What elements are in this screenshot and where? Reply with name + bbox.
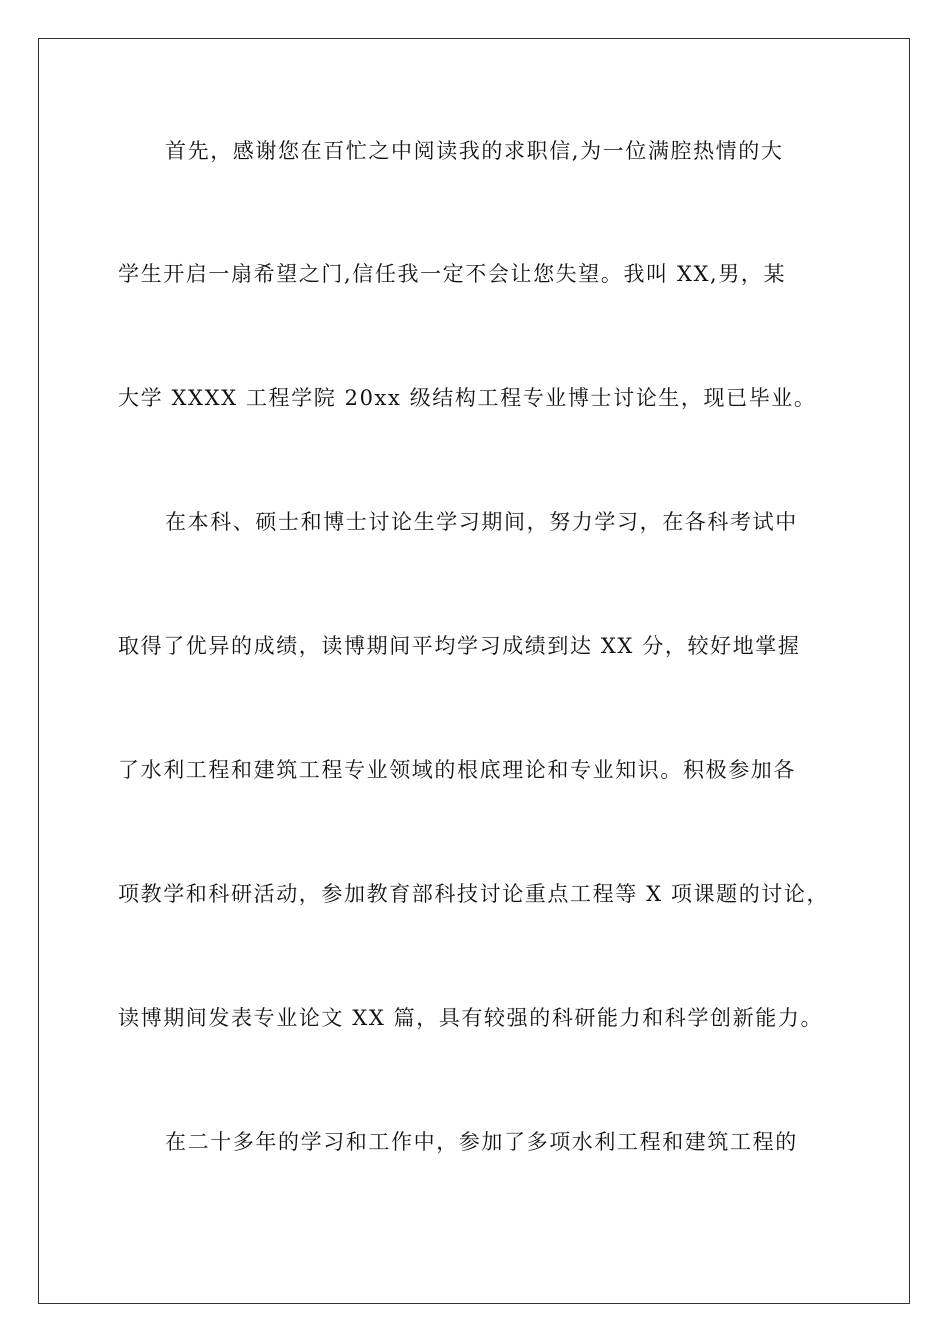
paragraph-2-line-2: 取得了优异的成绩，读博期间平均学习成绩到达 XX 分，较好地掌握 [118,634,801,658]
page-border [38,38,910,1304]
paragraph-2-line-1: 在本科、硕士和博士讨论生学习期间，努力学习，在各科考试中 [165,510,798,534]
paragraph-2-line-4: 项教学和科研活动，参加教育部科技讨论重点工程等 X 项课题的讨论， [118,882,830,906]
paragraph-1-line-2: 学生开启一扇希望之门,信任我一定不会让您失望。我叫 XX,男，某 [118,262,787,286]
paragraph-2-line-5: 读博期间发表专业论文 XX 篇，具有较强的科研能力和科学创新能力。 [118,1006,824,1030]
paragraph-1-line-1: 首先，感谢您在百忙之中阅读我的求职信,为一位满腔热情的大 [165,139,784,163]
paragraph-2-line-3: 了水利工程和建筑工程专业领域的根底理论和专业知识。积极参加各 [118,758,796,782]
paragraph-3-line-1: 在二十多年的学习和工作中，参加了多项水利工程和建筑工程的 [165,1130,798,1154]
paragraph-1-line-3: 大学 XXXX 工程学院 20xx 级结构工程专业博士讨论生，现已毕业。 [118,386,817,410]
